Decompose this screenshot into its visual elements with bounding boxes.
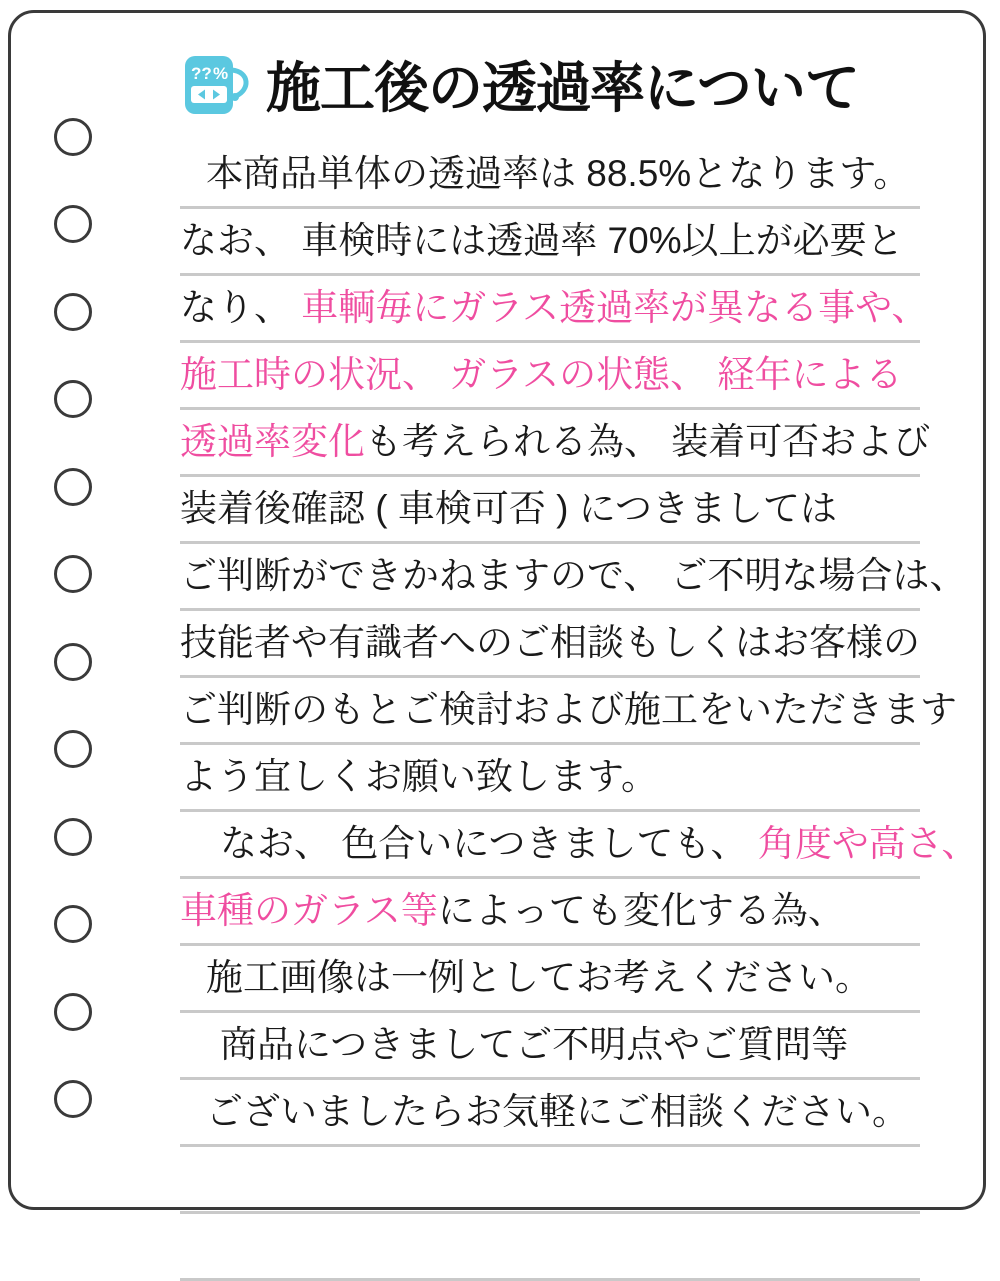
- body-text: なり、: [180, 287, 302, 328]
- punch-hole: [54, 555, 92, 593]
- text-line: [180, 678, 957, 745]
- body-text: よう宜しくお願い致します。: [180, 756, 659, 797]
- text-line: [180, 1013, 920, 1080]
- text-line: [180, 1080, 920, 1147]
- punch-hole: [54, 380, 92, 418]
- body-text: ございましたらお気軽にご相談ください。: [206, 1091, 909, 1132]
- body-text: なお、 車検時には透過率 70%以上が必要と: [180, 220, 904, 261]
- punch-hole: [54, 993, 92, 1031]
- text-line: [180, 343, 920, 410]
- text-line: [180, 209, 920, 276]
- transmittance-meter-icon: [180, 50, 256, 126]
- document-content: [180, 40, 979, 1281]
- body-text: 本商品単体の透過率は 88.5%となります。: [206, 153, 911, 194]
- text-line: [180, 879, 920, 946]
- ruled-text-block: [180, 142, 979, 1281]
- text-line: [180, 544, 967, 611]
- punch-hole: [54, 118, 92, 156]
- highlighted-text: 角度や高さ、: [757, 823, 979, 864]
- svg-text:%: %: [213, 64, 229, 83]
- text-line: [180, 1147, 920, 1214]
- highlighted-text: 施工時の状況、 ガラスの状態、 経年による: [180, 354, 903, 395]
- punch-hole: [54, 293, 92, 331]
- highlighted-text: 車種のガラス等: [180, 890, 438, 931]
- text-line: [180, 276, 929, 343]
- body-text: ご判断ができかねますので、 ご不明な場合は、: [180, 555, 967, 596]
- highlighted-text: 透過率変化: [180, 421, 365, 462]
- page-title: 施工後の透過率について: [266, 56, 859, 119]
- text-line: [180, 812, 979, 879]
- body-text: なお、 色合いにつきましても、: [220, 823, 758, 864]
- text-line: [180, 745, 920, 812]
- punch-hole: [54, 205, 92, 243]
- punch-hole: [54, 643, 92, 681]
- body-text: ご判断のもとご検討および施工をいただきます: [180, 689, 957, 730]
- text-line: [180, 477, 920, 544]
- text-line: [180, 611, 920, 678]
- body-text: 装着後確認 ( 車検可否 ) につきましては: [180, 488, 838, 529]
- punch-hole: [54, 818, 92, 856]
- punch-hole: [54, 468, 92, 506]
- document-heading: [180, 40, 920, 136]
- body-text: によっても変化する為、: [437, 890, 845, 931]
- highlighted-text: 車輌毎にガラス透過率が異なる事や、: [301, 287, 929, 328]
- punch-hole-column: [38, 118, 108, 1118]
- body-text: 商品につきましてご不明点やご質問等: [220, 1024, 849, 1065]
- text-line: [180, 410, 931, 477]
- svg-text:??: ??: [191, 64, 212, 83]
- punch-hole: [54, 730, 92, 768]
- text-line: [180, 1214, 920, 1281]
- punch-hole: [54, 905, 92, 943]
- text-line: [180, 142, 920, 209]
- text-line: [180, 946, 920, 1013]
- punch-hole: [54, 1080, 92, 1118]
- body-text: 技能者や有識者へのご相談もしくはお客様の: [180, 622, 920, 663]
- body-text: も考えられる為、 装着可否および: [365, 421, 931, 462]
- body-text: 施工画像は一例としてお考えください。: [206, 957, 872, 998]
